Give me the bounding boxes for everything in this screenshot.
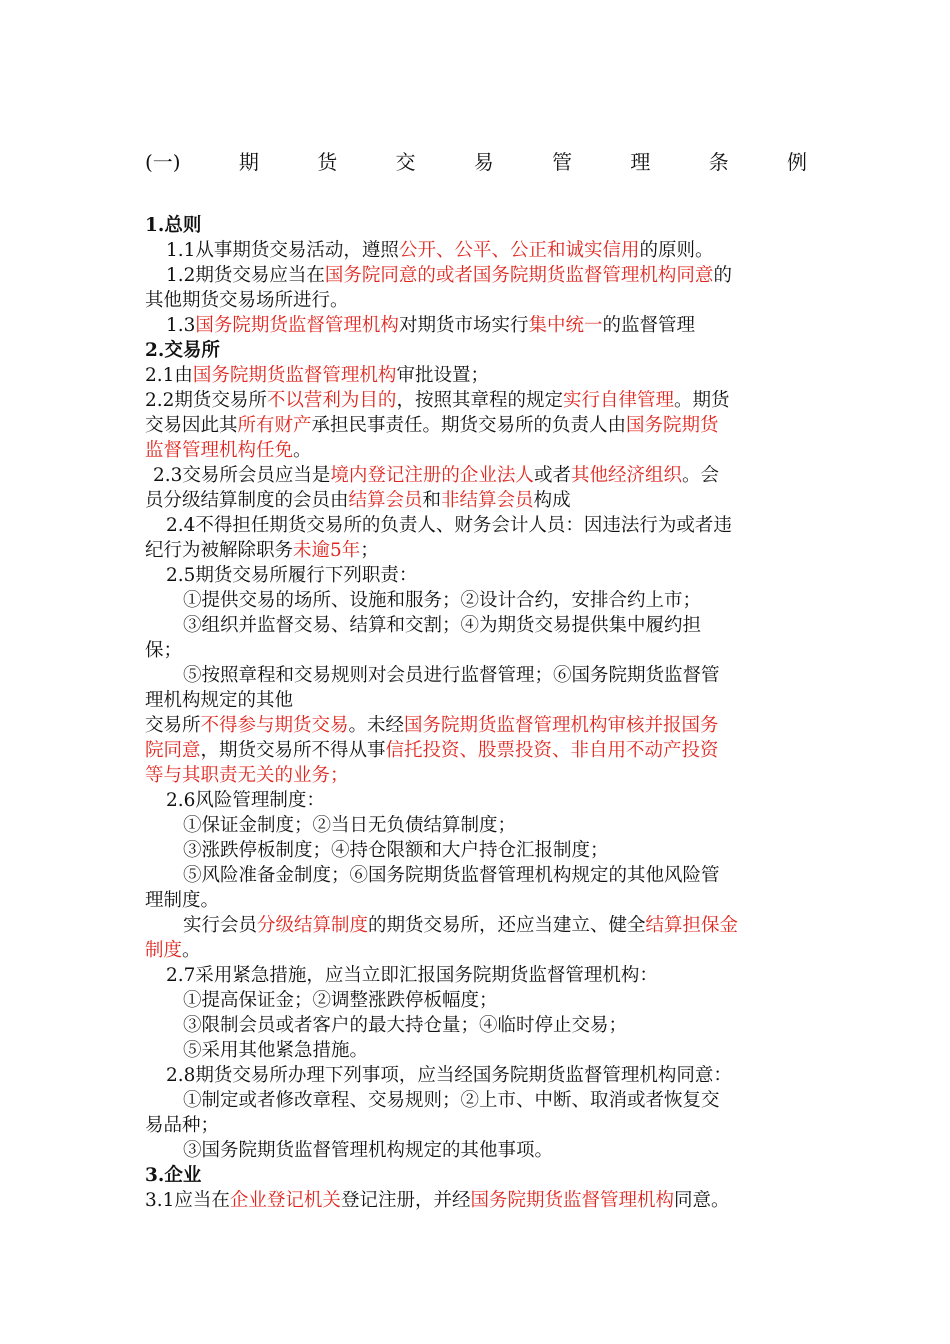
- text-segment: 3.企业: [145, 1165, 202, 1186]
- text-segment: ③限制会员或者客户的最大持仓量；④临时停止交易；: [183, 1015, 628, 1036]
- highlighted-text: 等与其职责无关的业务；: [145, 765, 349, 786]
- text-segment: 。会: [681, 465, 719, 486]
- text-segment: 纪行为被解除职务: [145, 540, 294, 561]
- text-line: [145, 413, 807, 438]
- text-line: [145, 838, 807, 863]
- text-line: [145, 1038, 807, 1063]
- text-segment: 和: [422, 490, 442, 511]
- title-char: 货: [317, 150, 338, 174]
- highlighted-text: 公开、公平、公正和诚实信用: [398, 240, 640, 261]
- highlighted-text: 国务院期货监督管理机构审核并报国务: [404, 715, 719, 736]
- text-segment: 3.1应当在: [145, 1190, 230, 1211]
- highlighted-text: 监督管理机构任免: [145, 440, 294, 461]
- section-heading: [145, 1163, 807, 1188]
- text-segment: 登记注册，并经: [340, 1190, 471, 1211]
- text-segment: 的监督管理: [602, 315, 695, 336]
- text-segment: 2.5期货交易所履行下列职责：: [166, 565, 418, 586]
- section-heading: [145, 338, 807, 363]
- text-segment: 承担民事责任。期货交易所的负责人由: [311, 415, 627, 436]
- text-line: [145, 1113, 807, 1138]
- text-segment: 1.总则: [145, 215, 202, 236]
- text-segment: 实行会员: [183, 915, 258, 936]
- text-segment: 交易所: [145, 715, 201, 736]
- text-segment: ⑤风险准备金制度；⑥国务院期货监督管理机构规定的其他风险管: [183, 865, 720, 886]
- title-char: 管: [552, 150, 573, 174]
- text-line: [145, 613, 807, 638]
- text-segment: 对期货市场实行: [398, 315, 529, 336]
- text-line: [145, 438, 807, 463]
- highlighted-text: 国务院期货监督管理机构: [470, 1190, 674, 1211]
- text-segment: ③国务院期货监督管理机构规定的其他事项。: [183, 1140, 554, 1161]
- highlighted-text: 实行自律管理: [562, 390, 674, 411]
- text-segment: ，按照其章程的规定: [396, 390, 563, 411]
- text-segment: 1.1从事期货交易活动，遵照: [166, 240, 399, 261]
- text-segment: 的期货交易所，还应当建立、健全: [368, 915, 646, 936]
- text-line: [145, 963, 807, 988]
- text-segment: 交易因此其: [145, 415, 238, 436]
- document-title: [145, 147, 807, 177]
- text-segment: 易品种；: [145, 1115, 220, 1136]
- text-line: [145, 1138, 807, 1163]
- highlighted-text: 境内登记注册的企业法人: [330, 465, 534, 486]
- text-segment: 2.3交易所会员应当是: [153, 465, 331, 486]
- text-line: [145, 688, 807, 713]
- text-segment: 的原则。: [639, 240, 714, 261]
- text-line: [145, 388, 807, 413]
- text-line: [145, 913, 807, 938]
- text-segment: ；: [360, 540, 379, 561]
- text-segment: 2.1由: [145, 365, 193, 386]
- title-char: 理: [630, 150, 651, 174]
- text-line: [145, 238, 807, 263]
- highlighted-text: 分级结算制度: [257, 915, 369, 936]
- text-segment: 理制度。: [145, 890, 220, 911]
- highlighted-text: 结算会员: [348, 490, 423, 511]
- text-segment: 2.8期货交易所办理下列事项，应当经国务院期货监督管理机构同意：: [166, 1065, 732, 1086]
- highlighted-text: 不以营利为目的: [266, 390, 397, 411]
- text-line: [145, 813, 807, 838]
- text-line: [145, 313, 807, 338]
- text-line: [145, 888, 807, 913]
- highlighted-text: 国务院期货: [626, 415, 719, 436]
- text-line: [145, 713, 807, 738]
- text-segment: 。: [182, 940, 201, 961]
- text-segment: 2.4不得担任期货交易所的负责人、财务会计人员：因违法行为或者违: [166, 515, 732, 536]
- text-line: [145, 263, 807, 288]
- text-line: [145, 738, 807, 763]
- text-line: [145, 1188, 807, 1213]
- text-segment: ①提高保证金；②调整涨跌停板幅度；: [183, 990, 498, 1011]
- highlighted-text: 集中统一: [528, 315, 603, 336]
- text-segment: ⑤按照章程和交易规则对会员进行监督管理；⑥国务院期货监督管: [183, 665, 720, 686]
- highlighted-text: 所有财产: [237, 415, 312, 436]
- text-line: [145, 363, 807, 388]
- text-line: [145, 463, 807, 488]
- text-line: [145, 588, 807, 613]
- text-segment: ③涨跌停板制度；④持仓限额和大户持仓汇报制度；: [183, 840, 609, 861]
- text-line: [145, 488, 807, 513]
- highlighted-text: 企业登记机关: [229, 1190, 341, 1211]
- text-segment: 2.7采用紧急措施，应当立即汇报国务院期货监督管理机构：: [166, 965, 658, 986]
- text-line: [145, 1088, 807, 1113]
- text-segment: 理机构规定的其他: [145, 690, 294, 711]
- title-char: 易: [473, 150, 494, 174]
- text-segment: 审批设置；: [396, 365, 489, 386]
- title-char: (一): [145, 150, 181, 174]
- text-segment: ①保证金制度；②当日无负债结算制度；: [183, 815, 517, 836]
- title-char: 例: [786, 150, 807, 174]
- text-segment: 2.2期货交易所: [145, 390, 267, 411]
- text-segment: 员分级结算制度的会员由: [145, 490, 349, 511]
- text-segment: 2.交易所: [145, 340, 220, 361]
- title-char: 期: [238, 150, 259, 174]
- text-line: [145, 288, 807, 313]
- highlighted-text: 结算担保金: [645, 915, 739, 936]
- text-line: [145, 1013, 807, 1038]
- text-line: [145, 638, 807, 663]
- text-segment: 1.2期货交易应当在: [166, 265, 325, 286]
- text-segment: 。未经: [348, 715, 405, 736]
- text-line: [145, 1063, 807, 1088]
- text-line: [145, 538, 807, 563]
- text-segment: 其他期货交易场所进行。: [145, 290, 349, 311]
- text-line: [145, 663, 807, 688]
- highlighted-text: 未逾5年: [293, 540, 361, 561]
- text-segment: 构成: [533, 490, 571, 511]
- highlighted-text: 非结算会员: [441, 490, 534, 511]
- text-segment: ⑤采用其他紧急措施。: [183, 1040, 369, 1061]
- document-body: [145, 213, 807, 1213]
- highlighted-text: 制度: [145, 940, 183, 961]
- text-line: [145, 863, 807, 888]
- text-line: [145, 788, 807, 813]
- text-segment: 或者: [533, 465, 571, 486]
- title-char: 条: [708, 150, 729, 174]
- text-line: [145, 563, 807, 588]
- highlighted-text: 其他经济组织: [570, 465, 682, 486]
- text-segment: ①制定或者修改章程、交易规则；②上市、中断、取消或者恢复交: [183, 1090, 720, 1111]
- section-heading: [145, 213, 807, 238]
- highlighted-text: 国务院同意的或者国务院期货监督管理机构同意: [324, 265, 714, 286]
- text-line: [145, 988, 807, 1013]
- text-segment: 2.6风险管理制度：: [166, 790, 325, 811]
- text-segment: 。: [293, 440, 312, 461]
- text-line: [145, 513, 807, 538]
- text-segment: 保；: [145, 640, 183, 661]
- text-segment: ③组织并监督交易、结算和交割；④为期货交易提供集中履约担: [183, 615, 702, 636]
- text-segment: 。期货: [673, 390, 730, 411]
- highlighted-text: 国务院期货监督管理机构: [192, 365, 397, 386]
- text-line: [145, 763, 807, 788]
- highlighted-text: 院同意: [145, 740, 201, 761]
- text-line: [145, 938, 807, 963]
- title-char: 交: [395, 150, 416, 174]
- highlighted-text: 国务院期货监督管理机构: [195, 315, 399, 336]
- highlighted-text: 不得参与期货交易: [200, 715, 349, 736]
- text-segment: ，期货交易所不得从事: [200, 740, 386, 761]
- text-segment: ①提供交易的场所、设施和服务；②设计合约，安排合约上市；: [183, 590, 702, 611]
- text-segment: 同意。: [673, 1190, 730, 1211]
- text-segment: 1.3: [166, 315, 196, 336]
- text-segment: 的: [713, 265, 732, 286]
- highlighted-text: 信托投资、股票投资、非自用不动产投资: [385, 740, 719, 761]
